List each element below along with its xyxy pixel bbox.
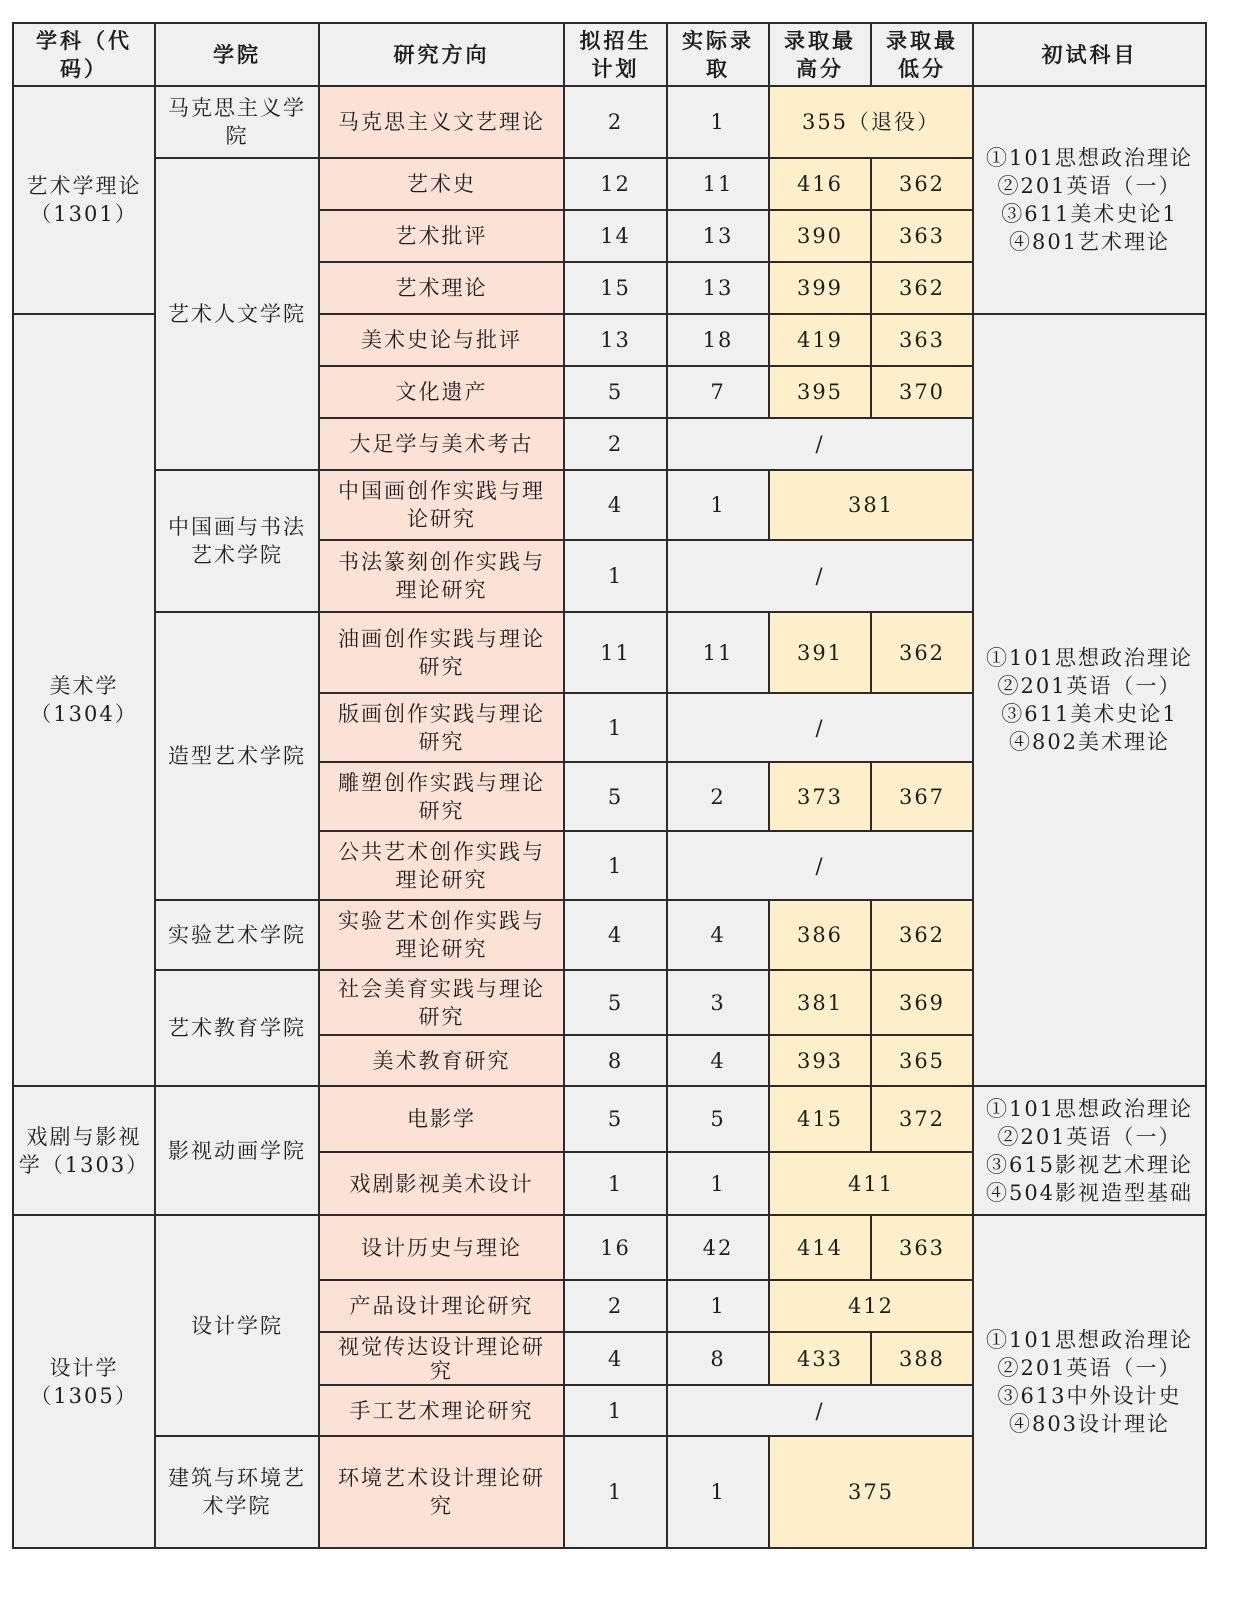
no-admission-cell: / bbox=[667, 831, 973, 900]
max-score-cell: 391 bbox=[769, 612, 871, 693]
actual-cell: 11 bbox=[667, 158, 769, 210]
score-cell: 355（退役） bbox=[769, 86, 973, 158]
plan-cell: 1 bbox=[564, 1436, 667, 1548]
header-college: 学院 bbox=[155, 23, 319, 86]
college-cell: 艺术人文学院 bbox=[155, 158, 319, 470]
direction-cell: 电影学 bbox=[319, 1086, 564, 1152]
score-cell: 412 bbox=[769, 1280, 973, 1332]
plan-cell: 5 bbox=[564, 970, 667, 1035]
min-score-cell: 362 bbox=[871, 612, 973, 693]
plan-cell: 1 bbox=[564, 1152, 667, 1215]
table-row bbox=[13, 1215, 1206, 1280]
header-subjects: 初试科目 bbox=[973, 23, 1206, 86]
score-cell: 381 bbox=[769, 470, 973, 540]
direction-cell: 视觉传达设计理论研 究 bbox=[319, 1332, 564, 1385]
min-score-cell: 363 bbox=[871, 210, 973, 262]
direction-cell: 中国画创作实践与理 论研究 bbox=[319, 470, 564, 540]
score-cell: 411 bbox=[769, 1152, 973, 1215]
direction-cell: 雕塑创作实践与理论 研究 bbox=[319, 762, 564, 831]
header-discipline: 学科（代码） bbox=[13, 23, 155, 86]
plan-cell: 1 bbox=[564, 1385, 667, 1436]
min-score-cell: 367 bbox=[871, 762, 973, 831]
college-cell: 艺术教育学院 bbox=[155, 970, 319, 1086]
header-plan: 拟招生计划 bbox=[564, 23, 667, 86]
actual-cell: 18 bbox=[667, 314, 769, 366]
plan-cell: 5 bbox=[564, 366, 667, 418]
actual-cell: 1 bbox=[667, 1436, 769, 1548]
max-score-cell: 414 bbox=[769, 1215, 871, 1280]
max-score-cell: 433 bbox=[769, 1332, 871, 1385]
table-row bbox=[13, 1086, 1206, 1152]
no-admission-cell: / bbox=[667, 418, 973, 470]
no-admission-cell: / bbox=[667, 693, 973, 762]
actual-cell: 2 bbox=[667, 762, 769, 831]
min-score-cell: 370 bbox=[871, 366, 973, 418]
min-score-cell: 388 bbox=[871, 1332, 973, 1385]
college-cell: 建筑与环境艺 术学院 bbox=[155, 1436, 319, 1548]
max-score-cell: 373 bbox=[769, 762, 871, 831]
score-cell: 375 bbox=[769, 1436, 973, 1548]
plan-cell: 1 bbox=[564, 693, 667, 762]
actual-cell: 1 bbox=[667, 1152, 769, 1215]
plan-cell: 2 bbox=[564, 86, 667, 158]
min-score-cell: 362 bbox=[871, 262, 973, 314]
min-score-cell: 365 bbox=[871, 1035, 973, 1086]
plan-cell: 5 bbox=[564, 1086, 667, 1152]
plan-cell: 2 bbox=[564, 418, 667, 470]
min-score-cell: 362 bbox=[871, 158, 973, 210]
direction-cell: 戏剧影视美术设计 bbox=[319, 1152, 564, 1215]
no-admission-cell: / bbox=[667, 1385, 973, 1436]
direction-cell: 环境艺术设计理论研 究 bbox=[319, 1436, 564, 1548]
plan-cell: 4 bbox=[564, 1332, 667, 1385]
actual-cell: 3 bbox=[667, 970, 769, 1035]
plan-cell: 16 bbox=[564, 1215, 667, 1280]
actual-cell: 5 bbox=[667, 1086, 769, 1152]
actual-cell: 4 bbox=[667, 1035, 769, 1086]
max-score-cell: 416 bbox=[769, 158, 871, 210]
plan-cell: 8 bbox=[564, 1035, 667, 1086]
admission-table bbox=[12, 22, 1207, 1549]
discipline-cell: 戏剧与影视 学（1303） bbox=[13, 1086, 155, 1215]
min-score-cell: 372 bbox=[871, 1086, 973, 1152]
max-score-cell: 399 bbox=[769, 262, 871, 314]
discipline-cell: 设计学 （1305） bbox=[13, 1215, 155, 1548]
college-cell: 影视动画学院 bbox=[155, 1086, 319, 1215]
direction-cell: 艺术理论 bbox=[319, 262, 564, 314]
table-row bbox=[13, 86, 1206, 158]
header-row bbox=[13, 23, 1206, 86]
max-score-cell: 386 bbox=[769, 900, 871, 970]
plan-cell: 11 bbox=[564, 612, 667, 693]
plan-cell: 4 bbox=[564, 900, 667, 970]
actual-cell: 1 bbox=[667, 86, 769, 158]
header-min: 录取最低分 bbox=[871, 23, 973, 86]
actual-cell: 13 bbox=[667, 262, 769, 314]
min-score-cell: 362 bbox=[871, 900, 973, 970]
direction-cell: 书法篆刻创作实践与 理论研究 bbox=[319, 540, 564, 612]
discipline-cell: 艺术学理论 （1301） bbox=[13, 86, 155, 314]
college-cell: 马克思主义学 院 bbox=[155, 86, 319, 158]
plan-cell: 14 bbox=[564, 210, 667, 262]
min-score-cell: 363 bbox=[871, 314, 973, 366]
actual-cell: 11 bbox=[667, 612, 769, 693]
actual-cell: 1 bbox=[667, 1280, 769, 1332]
max-score-cell: 419 bbox=[769, 314, 871, 366]
direction-cell: 产品设计理论研究 bbox=[319, 1280, 564, 1332]
plan-cell: 13 bbox=[564, 314, 667, 366]
no-admission-cell: / bbox=[667, 540, 973, 612]
direction-cell: 艺术批评 bbox=[319, 210, 564, 262]
plan-cell: 1 bbox=[564, 831, 667, 900]
plan-cell: 15 bbox=[564, 262, 667, 314]
discipline-cell: 美术学 （1304） bbox=[13, 314, 155, 1086]
max-score-cell: 381 bbox=[769, 970, 871, 1035]
subjects-cell: ①101思想政治理论 ②201英语（一） ③613中外设计史 ④803设计理论 bbox=[973, 1215, 1206, 1548]
direction-cell: 油画创作实践与理论 研究 bbox=[319, 612, 564, 693]
direction-cell: 大足学与美术考古 bbox=[319, 418, 564, 470]
direction-cell: 版画创作实践与理论 研究 bbox=[319, 693, 564, 762]
college-cell: 设计学院 bbox=[155, 1215, 319, 1436]
college-cell: 中国画与书法 艺术学院 bbox=[155, 470, 319, 612]
direction-cell: 实验艺术创作实践与 理论研究 bbox=[319, 900, 564, 970]
max-score-cell: 395 bbox=[769, 366, 871, 418]
plan-cell: 12 bbox=[564, 158, 667, 210]
direction-cell: 设计历史与理论 bbox=[319, 1215, 564, 1280]
header-direction: 研究方向 bbox=[319, 23, 564, 86]
max-score-cell: 415 bbox=[769, 1086, 871, 1152]
subjects-cell: ①101思想政治理论 ②201英语（一） ③611美术史论1 ④801艺术理论 bbox=[973, 86, 1206, 314]
plan-cell: 2 bbox=[564, 1280, 667, 1332]
actual-cell: 4 bbox=[667, 900, 769, 970]
actual-cell: 7 bbox=[667, 366, 769, 418]
actual-cell: 13 bbox=[667, 210, 769, 262]
max-score-cell: 390 bbox=[769, 210, 871, 262]
actual-cell: 42 bbox=[667, 1215, 769, 1280]
plan-cell: 1 bbox=[564, 540, 667, 612]
direction-cell: 艺术史 bbox=[319, 158, 564, 210]
min-score-cell: 363 bbox=[871, 1215, 973, 1280]
header-actual: 实际录取 bbox=[667, 23, 769, 86]
subjects-cell: ①101思想政治理论 ②201英语（一） ③611美术史论1 ④802美术理论 bbox=[973, 314, 1206, 1086]
direction-cell: 马克思主义文艺理论 bbox=[319, 86, 564, 158]
college-cell: 造型艺术学院 bbox=[155, 612, 319, 900]
subjects-cell: ①101思想政治理论 ②201英语（一） ③615影视艺术理论 ④504影视造型基础 bbox=[973, 1086, 1206, 1215]
actual-cell: 8 bbox=[667, 1332, 769, 1385]
header-max: 录取最高分 bbox=[769, 23, 871, 86]
direction-cell: 文化遗产 bbox=[319, 366, 564, 418]
direction-cell: 美术史论与批评 bbox=[319, 314, 564, 366]
plan-cell: 4 bbox=[564, 470, 667, 540]
direction-cell: 公共艺术创作实践与 理论研究 bbox=[319, 831, 564, 900]
plan-cell: 5 bbox=[564, 762, 667, 831]
college-cell: 实验艺术学院 bbox=[155, 900, 319, 970]
direction-cell: 美术教育研究 bbox=[319, 1035, 564, 1086]
direction-cell: 社会美育实践与理论 研究 bbox=[319, 970, 564, 1035]
max-score-cell: 393 bbox=[769, 1035, 871, 1086]
min-score-cell: 369 bbox=[871, 970, 973, 1035]
direction-cell: 手工艺术理论研究 bbox=[319, 1385, 564, 1436]
actual-cell: 1 bbox=[667, 470, 769, 540]
